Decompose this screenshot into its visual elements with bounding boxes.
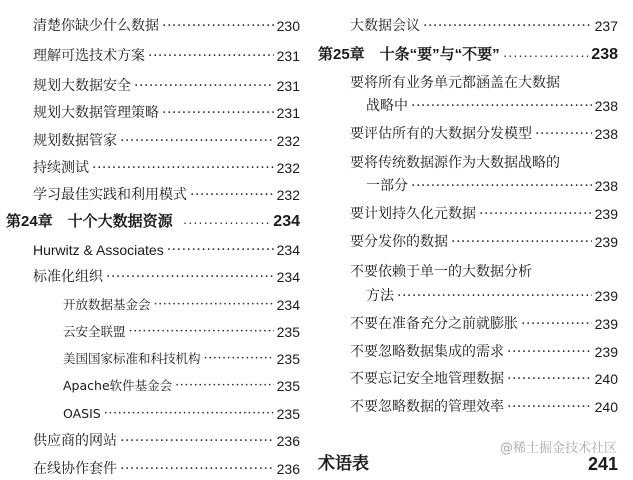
toc-entry-page: 231 bbox=[276, 78, 300, 94]
toc-entry-page: 235 bbox=[276, 406, 300, 422]
toc-entry[interactable] bbox=[350, 398, 618, 416]
toc-entry-title: 要将所有业务单元都涵盖在大数据 bbox=[350, 75, 560, 91]
leader-dots bbox=[479, 205, 592, 223]
toc-entry-page: 240 bbox=[594, 399, 618, 415]
toc-entry-title: 在线协作套件 bbox=[33, 461, 117, 477]
toc-entry[interactable] bbox=[33, 104, 300, 122]
leader-dots bbox=[204, 350, 274, 368]
toc-entry-page: 232 bbox=[276, 133, 300, 149]
toc-entry-page: 234 bbox=[276, 269, 300, 285]
chapter-title: 第24章 十个大数据资源 bbox=[6, 213, 173, 230]
leader-dots bbox=[162, 17, 274, 35]
glossary-page: 241 bbox=[587, 454, 618, 474]
toc-entry-line2[interactable] bbox=[366, 287, 618, 305]
leader-dots bbox=[411, 97, 592, 115]
toc-entry-title: 不要依赖于单一的大数据分析 bbox=[350, 264, 532, 280]
toc-entry-page: 240 bbox=[594, 371, 618, 387]
toc-entry-title: 持续测试 bbox=[33, 160, 89, 176]
toc-entry-page: 238 bbox=[594, 178, 618, 194]
leader-dots bbox=[120, 432, 274, 450]
toc-entry-title: 规划数据管家 bbox=[33, 133, 117, 149]
leader-dots bbox=[162, 104, 274, 122]
leader-dots bbox=[411, 177, 592, 195]
leader-dots bbox=[183, 213, 271, 231]
toc-entry-page: 236 bbox=[276, 433, 300, 449]
toc-entry[interactable] bbox=[33, 17, 300, 35]
toc-glossary[interactable] bbox=[318, 455, 618, 473]
toc-entry-title: 不要忘记安全地管理数据 bbox=[350, 371, 504, 387]
toc-entry[interactable] bbox=[350, 17, 618, 35]
toc-entry-line1[interactable] bbox=[350, 154, 618, 172]
toc-entry[interactable] bbox=[33, 77, 300, 95]
toc-entry[interactable] bbox=[350, 233, 618, 251]
leader-dots bbox=[507, 343, 592, 361]
toc-entry-page: 232 bbox=[276, 187, 300, 203]
toc-entry-title: 学习最佳实践和利用模式 bbox=[33, 187, 187, 203]
toc-entry[interactable] bbox=[350, 343, 618, 361]
leader-dots bbox=[120, 132, 274, 150]
toc-entry[interactable] bbox=[350, 205, 618, 223]
toc-entry[interactable] bbox=[33, 186, 300, 204]
toc-chapter-25[interactable] bbox=[318, 46, 618, 64]
toc-entry-page: 234 bbox=[276, 297, 300, 313]
toc-entry-title: 要评估所有的大数据分发模型 bbox=[350, 126, 532, 142]
leader-dots bbox=[167, 241, 274, 259]
toc-subentry[interactable] bbox=[63, 323, 300, 341]
leader-dots bbox=[521, 315, 592, 333]
leader-dots bbox=[134, 77, 274, 95]
toc-entry-title: 规划大数据安全 bbox=[33, 78, 131, 94]
toc-entry-title: 大数据会议 bbox=[350, 18, 420, 34]
toc-entry[interactable] bbox=[350, 370, 618, 388]
toc-entry-page: 230 bbox=[276, 18, 300, 34]
leader-dots bbox=[120, 460, 274, 478]
toc-subentry[interactable] bbox=[63, 296, 300, 314]
toc-entry-line1[interactable] bbox=[350, 263, 618, 281]
toc-entry-page: 232 bbox=[276, 160, 300, 176]
watermark: @稀土掘金技术社区 bbox=[499, 441, 617, 456]
leader-dots bbox=[175, 377, 274, 395]
toc-entry[interactable] bbox=[33, 159, 300, 177]
toc-entry-title: Hurwitz & Associates bbox=[33, 242, 164, 258]
leader-dots bbox=[423, 17, 592, 35]
toc-entry-line1[interactable] bbox=[350, 74, 618, 92]
toc-entry-page: 234 bbox=[276, 242, 300, 258]
toc-entry[interactable] bbox=[33, 241, 300, 259]
toc-subentry[interactable] bbox=[63, 405, 300, 423]
leader-dots bbox=[92, 159, 274, 177]
toc-entry-line2[interactable] bbox=[366, 97, 618, 115]
toc-entry-page: 239 bbox=[594, 234, 618, 250]
toc-entry-page: 239 bbox=[594, 206, 618, 222]
toc-entry-page: 231 bbox=[276, 105, 300, 121]
leader-dots bbox=[104, 405, 274, 423]
toc-entry-title: 要计划持久化元数据 bbox=[350, 206, 476, 222]
chapter-title: 第25章 十条“要”与“不要” bbox=[318, 46, 500, 63]
toc-entry-title: 理解可选技术方案 bbox=[33, 48, 145, 64]
leader-dots bbox=[397, 287, 592, 305]
chapter-page: 238 bbox=[591, 46, 618, 63]
toc-entry-page: 239 bbox=[594, 344, 618, 360]
leader-dots bbox=[154, 296, 274, 314]
toc-entry-title: 规划大数据管理策略 bbox=[33, 105, 159, 121]
toc-subentry[interactable] bbox=[63, 377, 300, 395]
leader-dots bbox=[190, 186, 274, 204]
toc-entry-page: 239 bbox=[594, 288, 618, 304]
toc-entry[interactable] bbox=[33, 47, 300, 65]
toc-entry-title: OASIS bbox=[63, 406, 101, 421]
leader-dots bbox=[106, 268, 274, 286]
toc-entry-page: 235 bbox=[276, 378, 300, 394]
leader-dots bbox=[148, 47, 274, 65]
toc-entry-title: 要分发你的数据 bbox=[350, 234, 448, 250]
toc-entry[interactable] bbox=[33, 268, 300, 286]
toc-entry-title: 不要在准备充分之前就膨胀 bbox=[350, 316, 518, 332]
toc-entry-page: 239 bbox=[594, 316, 618, 332]
toc-entry-page: 236 bbox=[276, 461, 300, 477]
toc-entry-title: 不要忽略数据的管理效率 bbox=[350, 399, 504, 415]
toc-entry[interactable] bbox=[33, 460, 300, 478]
toc-entry-page: 238 bbox=[594, 126, 618, 142]
leader-dots bbox=[507, 398, 592, 416]
toc-entry-title: 开放数据基金会 bbox=[63, 297, 151, 312]
toc-entry-title: 要将传统数据源作为大数据战略的 bbox=[350, 155, 560, 171]
toc-entry-page: 231 bbox=[276, 48, 300, 64]
toc-entry-title: 清楚你缺少什么数据 bbox=[33, 18, 159, 34]
toc-entry-title: 不要忽略数据集成的需求 bbox=[350, 344, 504, 360]
toc-entry-page: 238 bbox=[594, 98, 618, 114]
toc-entry-page: 237 bbox=[594, 18, 618, 34]
toc-entry[interactable] bbox=[350, 125, 618, 143]
toc-entry-line2[interactable] bbox=[366, 177, 618, 195]
toc-entry-title: Apache软件基金会 bbox=[63, 378, 173, 393]
leader-dots bbox=[451, 233, 592, 251]
toc-entry[interactable] bbox=[33, 432, 300, 450]
toc-entry-title: 战略中 bbox=[366, 98, 408, 114]
toc-entry-page: 235 bbox=[276, 351, 300, 367]
toc-chapter-24[interactable] bbox=[6, 213, 300, 231]
toc-entry-title: 供应商的网站 bbox=[33, 433, 117, 449]
toc-entry-page: 235 bbox=[276, 324, 300, 340]
toc-entry-title: 一部分 bbox=[366, 178, 408, 194]
toc-entry[interactable] bbox=[350, 315, 618, 333]
toc-entry-title: 标准化组织 bbox=[33, 269, 103, 285]
leader-dots bbox=[503, 46, 589, 64]
toc-entry-title: 美国国家标准和科技机构 bbox=[63, 351, 201, 366]
toc-entry-title: 方法 bbox=[366, 288, 394, 304]
toc-entry-title: 云安全联盟 bbox=[63, 324, 126, 339]
leader-dots bbox=[129, 323, 274, 341]
glossary-title: 术语表 bbox=[318, 454, 369, 473]
toc-subentry[interactable] bbox=[63, 350, 300, 368]
leader-dots bbox=[535, 125, 592, 143]
chapter-page: 234 bbox=[273, 213, 300, 230]
leader-dots bbox=[507, 370, 592, 388]
toc-entry[interactable] bbox=[33, 132, 300, 150]
